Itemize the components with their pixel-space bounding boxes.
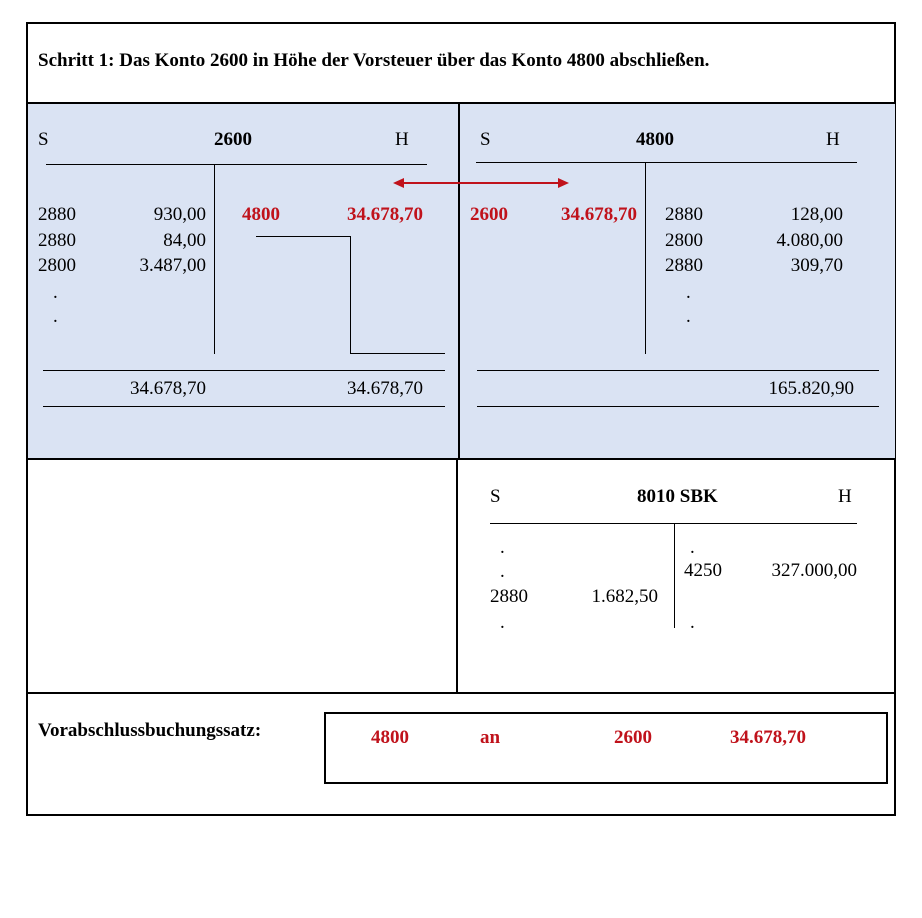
sum-line-bottom [477,406,879,407]
balance-bracket [350,236,351,354]
debit-total: 34.678,70 [130,378,206,399]
credit-account-highlight: 4800 [242,204,280,225]
ellipsis-dot: . [53,306,58,327]
panel-account-2600 [28,103,459,458]
ellipsis-dot: . [500,612,505,633]
credit-account: 2880 [665,255,703,276]
total: 165.820,90 [768,378,854,399]
credit-label: H [826,129,840,150]
entry-credit-account: 2600 [614,727,652,748]
ellipsis-dot: . [690,612,695,633]
panel-account-4800 [460,103,895,458]
t-account-top-line [476,162,857,163]
credit-amount: 128,00 [790,204,843,225]
credit-amount: 4.080,00 [776,230,843,251]
debit-amount: 3.487,00 [139,255,206,276]
credit-account: 4250 [684,560,722,581]
balance-bracket [350,353,445,354]
debit-amount: 930,00 [153,204,206,225]
debit-amount: 84,00 [163,230,206,251]
credit-amount: 309,70 [790,255,843,276]
sum-line-top [43,370,445,371]
debit-account-highlight: 2600 [470,204,508,225]
sum-line-top [477,370,879,371]
credit-total: 34.678,70 [347,378,423,399]
divider-middle-bottom [456,459,458,693]
divider-heading [27,102,896,104]
credit-amount: 327.000,00 [771,560,857,581]
credit-account: 2800 [665,230,703,251]
entry-label: Vorabschlussbuchungssatz: [38,720,262,741]
t-account-top-line [46,164,427,165]
t-account-center-line [674,523,675,628]
ellipsis-dot: . [686,306,691,327]
ellipsis-dot: . [500,537,505,558]
credit-amount-highlight: 34.678,70 [347,204,423,225]
entry-debit-account: 4800 [371,727,409,748]
account-title: 2600 [214,129,252,150]
debit-amount-highlight: 34.678,70 [561,204,637,225]
debit-label: S [480,129,491,150]
divider-middle-top [458,103,460,459]
debit-account: 2800 [38,255,76,276]
debit-account: 2880 [38,230,76,251]
t-account-center-line [645,162,646,354]
debit-label: S [38,129,49,150]
entry-amount: 34.678,70 [730,727,806,748]
ellipsis-dot: . [690,537,695,558]
debit-account: 2880 [38,204,76,225]
credit-label: H [838,486,852,507]
divider-panels [27,458,896,460]
credit-account: 2880 [665,204,703,225]
divider-entry [27,692,896,694]
account-title: 4800 [636,129,674,150]
credit-label: H [395,129,409,150]
debit-label: S [490,486,501,507]
page-title: Schritt 1: Das Konto 2600 in Höhe der Vorsteuer über das Konto 4800 abschließen. [38,50,710,71]
ellipsis-dot: . [500,561,505,582]
transfer-arrow-icon [390,174,572,192]
entry-connector: an [480,727,501,748]
sum-line-bottom [43,406,445,407]
debit-account: 2880 [490,586,528,607]
ellipsis-dot: . [53,282,58,303]
t-account-center-line [214,164,215,354]
ellipsis-dot: . [686,282,691,303]
balance-bracket [256,236,351,237]
debit-amount: 1.682,50 [591,586,658,607]
account-title: 8010 SBK [637,486,718,507]
